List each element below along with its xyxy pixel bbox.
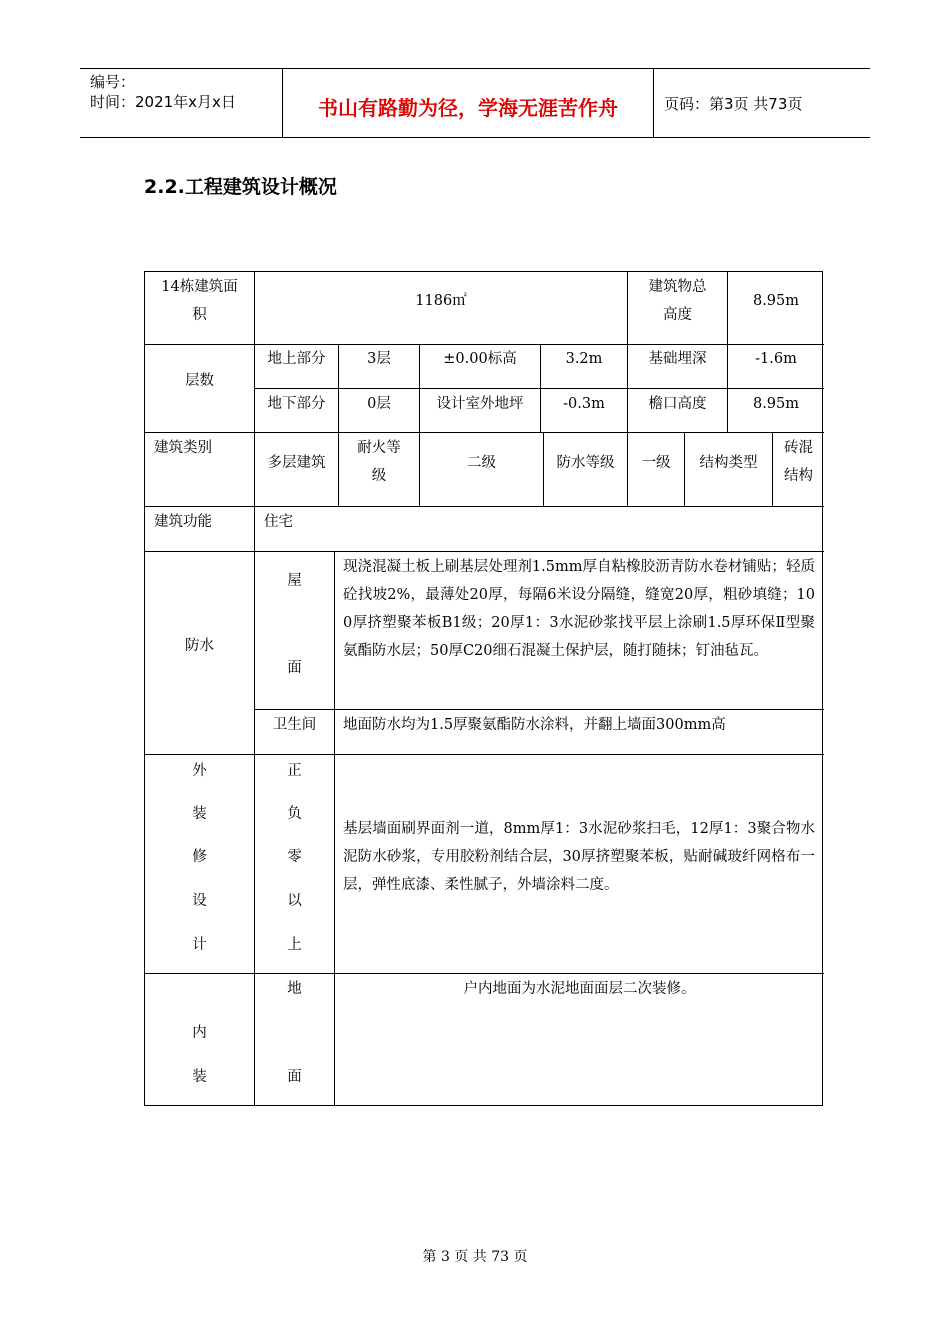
total-height-label: 建筑物总 高度 bbox=[648, 279, 707, 323]
table-rule bbox=[145, 551, 824, 552]
exterior-label-char: 计 bbox=[192, 937, 207, 953]
category-value: 多层建筑 bbox=[267, 455, 326, 471]
building-design-table bbox=[144, 271, 823, 1106]
function-label: 建筑功能 bbox=[154, 514, 212, 530]
roof-label-char: 面 bbox=[287, 660, 302, 676]
waterproof-grade-label: 防水等级 bbox=[556, 455, 615, 471]
page-header bbox=[80, 68, 870, 138]
bathroom-label: 卫生间 bbox=[272, 717, 317, 733]
eave-height-label: 檐口高度 bbox=[648, 396, 707, 412]
category-label: 建筑类别 bbox=[154, 440, 212, 456]
table-rule bbox=[254, 709, 824, 710]
exterior-wall-spec: 基层墙面刷界面剂一道，8mm厚1：3水泥砂浆扫毛，12厚1：3聚合物水泥防水砂浆，专用胶粉剂结合层，30厚挤塑聚苯板，贴耐碱玻纤网格布一层，弹性底漆、柔性腻子，外墙涂料二度。 bbox=[343, 821, 815, 893]
exterior-label-char: 设 bbox=[192, 893, 207, 909]
foundation-depth-label: 基础埋深 bbox=[648, 351, 707, 367]
eave-height-value: 8.95m bbox=[752, 396, 800, 412]
structure-type-value: 砖混 结构 bbox=[784, 440, 813, 484]
exterior-label-char: 外 bbox=[192, 763, 207, 779]
above-zero-label-char: 正 bbox=[287, 763, 302, 779]
roof-waterproof-spec: 现浇混凝土板上刷基层处理剂1.5mm厚自粘橡胶沥青防水卷材铺贴；轻质砼找坡2%，最薄处20厚，每隔6米设分隔缝，缝宽20厚，粗砂填缝；100厚挤塑聚苯板B1级；20厚1：3水泥砂浆找平层上涂刷1.5厚环保Ⅱ型聚氨酯防水层；50厚C20细石混凝土保护层，随打随抹；钉油毡瓦。 bbox=[343, 559, 815, 659]
bathroom-waterproof-spec: 地面防水均为1.5厚聚氨酯防水涂料，并翻上墙面300mm高 bbox=[343, 717, 726, 733]
interior-label-char: 装 bbox=[192, 1069, 207, 1085]
waterproofing-label: 防水 bbox=[185, 638, 214, 654]
section-title: 2.2.工程建筑设计概况 bbox=[144, 176, 337, 198]
foundation-depth-value: -1.6m bbox=[755, 351, 797, 367]
below-ground-label: 地下部分 bbox=[267, 396, 326, 412]
above-zero-label-char: 上 bbox=[287, 937, 302, 953]
total-height-value: 8.95m bbox=[752, 293, 800, 309]
table-rule bbox=[145, 432, 824, 433]
header-page-number: 页码：第3页 共73页 bbox=[664, 95, 803, 113]
document-number-label: 编号： bbox=[90, 73, 136, 91]
below-ground-value: 0层 bbox=[367, 396, 391, 412]
fire-rating-value: 二级 bbox=[467, 455, 496, 471]
page-footer: 第 3 页 共 73 页 bbox=[422, 1249, 528, 1265]
structure-type-label: 结构类型 bbox=[699, 455, 758, 471]
header-motto: 书山有路勤为径，学海无涯苦作舟 bbox=[282, 69, 654, 137]
above-zero-label-char: 以 bbox=[287, 893, 302, 909]
area-label: 14栋建筑面 积 bbox=[161, 279, 238, 323]
outdoor-grade-value: -0.3m bbox=[563, 396, 605, 412]
above-ground-label: 地上部分 bbox=[267, 351, 326, 367]
table-rule bbox=[145, 754, 824, 755]
waterproof-grade-value: 一级 bbox=[641, 455, 671, 471]
interior-floor-spec: 户内地面为水泥地面面层二次装修。 bbox=[463, 981, 696, 997]
floor-label-char: 地 bbox=[287, 981, 302, 997]
area-value: 1186㎡ bbox=[415, 293, 467, 309]
table-rule bbox=[145, 506, 824, 507]
table-rule bbox=[254, 388, 824, 389]
roof-label-char: 屋 bbox=[287, 573, 302, 589]
above-zero-label-char: 负 bbox=[287, 806, 302, 822]
above-ground-value: 3层 bbox=[367, 351, 391, 367]
outdoor-grade-label: 设计室外地坪 bbox=[436, 396, 524, 412]
header-meta bbox=[80, 69, 282, 137]
document-date-label: 时间：2021年x月x日 bbox=[90, 93, 236, 111]
exterior-label-char: 修 bbox=[192, 849, 207, 865]
exterior-label-char: 装 bbox=[192, 806, 207, 822]
fire-rating-label: 耐火等 级 bbox=[357, 440, 401, 484]
table-rule bbox=[145, 973, 824, 974]
floors-label: 层数 bbox=[185, 373, 214, 389]
zero-elevation-label: ±0.00标高 bbox=[443, 351, 517, 367]
function-value: 住宅 bbox=[264, 514, 293, 530]
table-rule bbox=[334, 551, 335, 1106]
floor-label-char: 面 bbox=[287, 1069, 302, 1085]
zero-elevation-value: 3.2m bbox=[565, 351, 603, 367]
interior-label-char: 内 bbox=[192, 1025, 207, 1041]
above-zero-label-char: 零 bbox=[287, 849, 302, 865]
